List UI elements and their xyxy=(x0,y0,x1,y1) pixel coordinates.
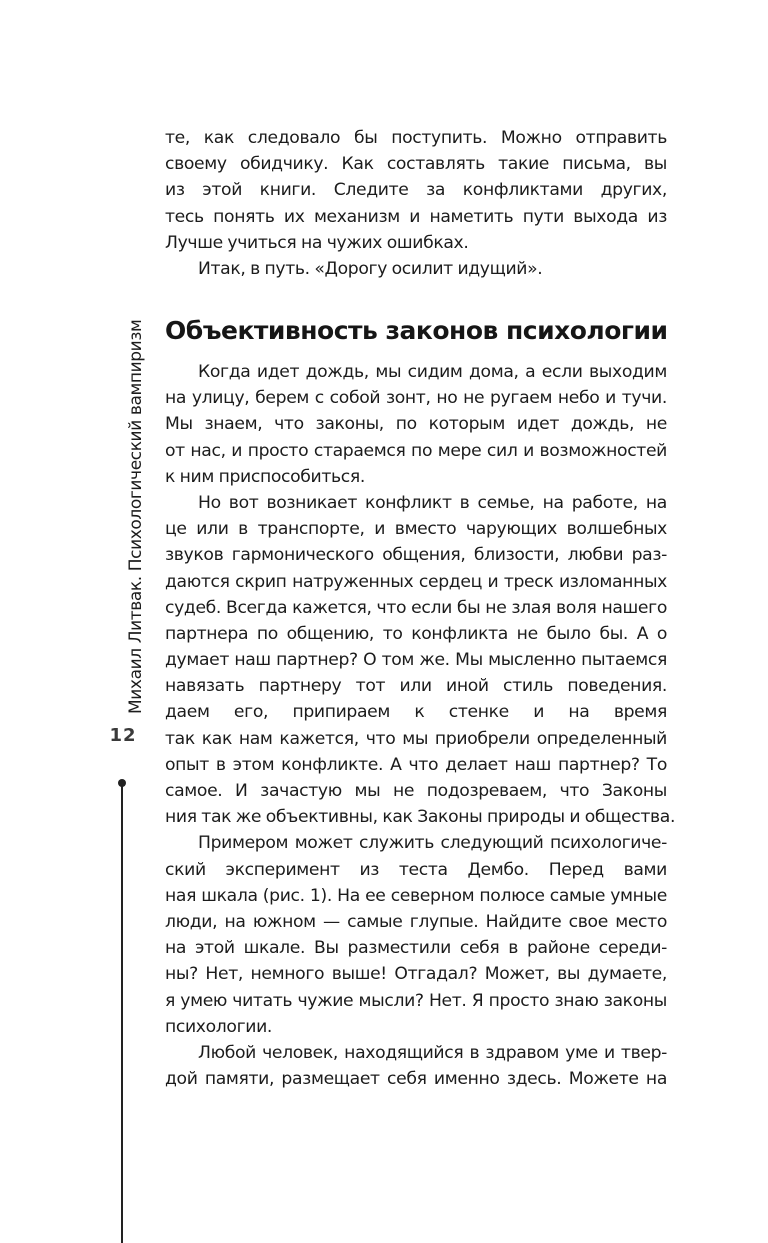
text-line: ны? Нет, немного выше! Отгадал? Может, вы думаете, xyxy=(165,964,667,985)
paragraph xyxy=(165,490,676,830)
text-line: самое. И зачастую мы не подозреваем, что Законы xyxy=(165,781,667,801)
text-line: даются скрип натруженных сердец и треск изломанных xyxy=(165,571,667,592)
text-line: опыт в этом конфликте. А что делает наш партнер? То xyxy=(165,754,667,775)
section-body xyxy=(165,359,676,1092)
text-line: из этой книги. Следите за конфликтами других, xyxy=(165,180,667,201)
running-title: Михаил Литвак. Психологический вампиризм xyxy=(126,319,146,714)
text-line: Примером может служить следующий психологиче- xyxy=(198,833,667,854)
text-line: к ним приспособиться. xyxy=(165,466,365,487)
text-line: Когда идет дождь, мы сидим дома, а если выходим xyxy=(198,362,667,382)
paragraph xyxy=(165,830,667,1040)
margin-rule xyxy=(121,783,123,1243)
text-line: ная шкала (рис. 1). На ее северном полюсе самые умные xyxy=(165,885,667,906)
text-line: Но вот возникает конфликт в семье, на работе, на xyxy=(198,492,667,513)
text-line: Мы знаем, что законы, по которым идет дождь, не xyxy=(165,414,667,435)
paragraph xyxy=(165,359,667,490)
text-line: судеб. Всегда кажется, что если бы не злая воля нашего xyxy=(165,597,667,618)
paragraph xyxy=(165,1040,667,1092)
text-line: навязать партнеру тот или иной стиль поведения. xyxy=(165,676,667,697)
paragraph xyxy=(165,125,667,256)
text-line: даем его, припираем к стенке и на время xyxy=(165,702,667,723)
text-line: звуков гармонического общения, близости, любви раз- xyxy=(165,545,667,566)
text-line: своему обидчику. Как составлять такие письма, вы xyxy=(165,154,667,175)
text-line: люди, на южном — самые глупые. Найдите свое место xyxy=(165,911,667,932)
text-line: я умею читать чужие мысли? Нет. Я просто знаю законы xyxy=(165,990,667,1011)
section-heading: Объективность законов психологии xyxy=(165,316,668,345)
text-line: Любой человек, находящийся в здравом уме и твер- xyxy=(198,1042,667,1063)
text-line: так как нам кажется, что мы приобрели определенный xyxy=(165,728,667,749)
paragraph xyxy=(165,256,667,282)
page-number: 12 xyxy=(109,725,137,746)
text-line: Лучше учиться на чужих ошибках. xyxy=(165,232,469,253)
text-line: ский эксперимент из теста Дембо. Перед вами xyxy=(165,859,667,880)
text-line: те, как следовало бы поступить. Можно отправить xyxy=(165,128,667,148)
top-text xyxy=(165,125,667,282)
text-line: дой памяти, размещает себя именно здесь. Можете на xyxy=(165,1069,667,1090)
text-line: от нас, и просто стараемся по мере сил и возможностей xyxy=(165,440,667,461)
text-line: на улицу, берем с собой зонт, но не ругаем небо и тучи. xyxy=(165,388,667,409)
text-line: тесь понять их механизм и наметить пути выхода из xyxy=(165,206,667,227)
text-line: це или в транспорте, и вместо чарующих волшебных xyxy=(165,519,667,540)
text-line: Итак, в путь. «Дорогу осилит идущий». xyxy=(198,258,543,279)
text-line: на этой шкале. Вы разместили себя в районе середи- xyxy=(165,938,667,959)
text-line: ния так же объективны, как Законы природы и общества. xyxy=(165,807,676,828)
text-line: психологии. xyxy=(165,1016,273,1037)
text-line: партнера по общению, то конфликта не было бы. А о xyxy=(165,623,667,644)
text-line: думает наш партнер? О том же. Мы мысленно пытаемся xyxy=(165,650,667,671)
